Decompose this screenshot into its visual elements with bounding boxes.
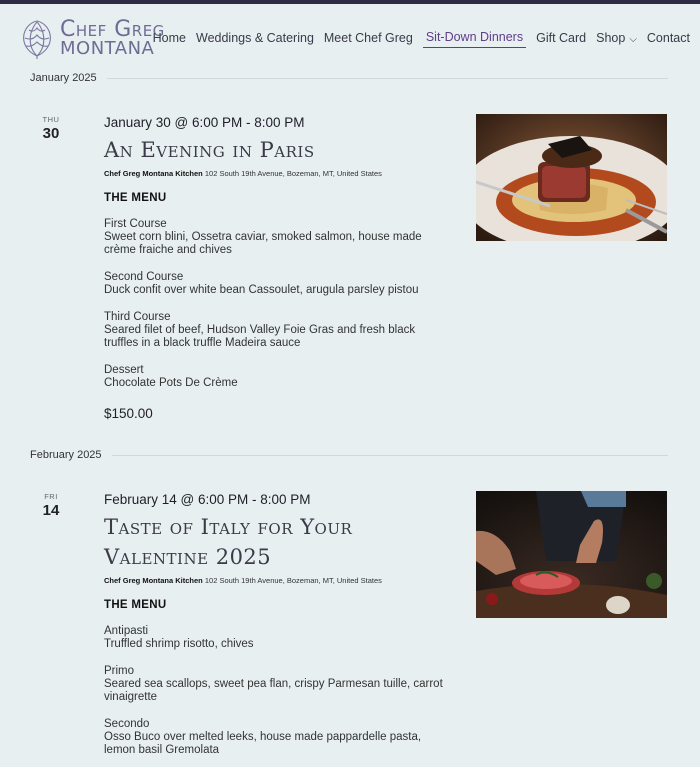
event-day: 30 <box>42 125 60 142</box>
nav-shop-label: Shop <box>596 30 626 45</box>
event-price: $150.00 <box>104 406 153 421</box>
menu-heading: THE MENU <box>104 599 167 611</box>
course-name: Second Course <box>104 271 184 283</box>
nav-home[interactable]: Home <box>152 30 186 45</box>
nav-sit-down-dinners[interactable]: Sit-Down Dinners <box>423 30 526 48</box>
nav-weddings-catering[interactable]: Weddings & Catering <box>196 30 314 45</box>
divider <box>107 78 668 79</box>
course-description: Seared sea scallops, sweet pea flan, crispy Parmesan tuille, carrot vinaigrette <box>104 678 443 703</box>
menu-course <box>104 718 444 757</box>
menu-course <box>104 271 444 297</box>
venue-name: Chef Greg Montana Kitchen <box>104 169 203 178</box>
event-weekday: FRI <box>44 492 58 501</box>
logo-line-1: Chef Greg <box>60 17 165 42</box>
event-weekday: THU <box>42 115 60 124</box>
plated-steak-image <box>476 114 667 241</box>
course-description: Truffled shrimp risotto, chives <box>104 638 254 650</box>
nav-meet-chef-greg[interactable]: Meet Chef Greg <box>323 30 413 45</box>
event-venue <box>104 169 444 178</box>
menu-course <box>104 625 444 651</box>
course-name: Primo <box>104 665 135 677</box>
course-name: Antipasti <box>104 625 149 637</box>
event-content <box>104 115 444 421</box>
event-photo[interactable] <box>476 491 667 618</box>
venue-name: Chef Greg Montana Kitchen <box>104 576 203 585</box>
event-photo[interactable] <box>476 114 667 241</box>
logo-line-2: MONTANA <box>60 38 155 59</box>
menu-course <box>104 665 444 704</box>
event-day: 14 <box>42 502 60 519</box>
menu-course <box>104 364 444 390</box>
course-name: First Course <box>104 218 167 230</box>
course-description: Sweet corn blini, Ossetra caviar, smoked salmon, house made crème fraiche and chives <box>104 231 422 256</box>
nav-shop[interactable] <box>596 31 637 48</box>
month-label: January 2025 <box>30 72 97 84</box>
main-nav <box>143 30 690 48</box>
course-description: Duck confit over white bean Cassoulet, arugula parsley pistou <box>104 284 419 296</box>
event-datetime: February 14 @ 6:00 PM - 8:00 PM <box>104 492 311 507</box>
course-description: Seared filet of beef, Hudson Valley Foie Gras and fresh black truffles in a black truffle Madeira sauce <box>104 324 416 349</box>
event-title[interactable]: Taste of Italy for Your Valentine 2025 <box>104 515 353 569</box>
divider <box>112 455 668 456</box>
month-label: February 2025 <box>30 449 102 461</box>
event-date <box>36 115 66 142</box>
event-title[interactable]: An Evening in Paris <box>104 138 315 162</box>
course-name: Dessert <box>104 364 144 376</box>
menu-heading: THE MENU <box>104 192 167 204</box>
course-description: Osso Buco over melted leeks, house made pappardelle pasta, lemon basil Gremolata <box>104 731 422 756</box>
event-datetime: January 30 @ 6:00 PM - 8:00 PM <box>104 115 305 130</box>
event-date <box>36 492 66 519</box>
menu-course <box>104 311 444 350</box>
course-name: Third Course <box>104 311 171 323</box>
course-name: Secondo <box>104 718 150 730</box>
nav-gift-card[interactable]: Gift Card <box>536 30 587 45</box>
month-separator <box>30 72 668 84</box>
course-description: Chocolate Pots De Crème <box>104 377 238 389</box>
venue-address: 102 South 19th Avenue, Bozeman, MT, United States <box>204 169 382 178</box>
venue-address: 102 South 19th Avenue, Bozeman, MT, United States <box>204 576 382 585</box>
event-content <box>104 492 444 757</box>
chevron-down-icon: ⌵ <box>629 33 637 45</box>
artichoke-logo-icon <box>18 18 56 60</box>
event-venue <box>104 576 444 585</box>
menu-course <box>104 218 444 257</box>
month-separator <box>30 449 668 461</box>
nav-contact[interactable]: Contact <box>646 30 690 45</box>
site-header <box>0 4 700 68</box>
chef-plating-image <box>476 491 667 618</box>
